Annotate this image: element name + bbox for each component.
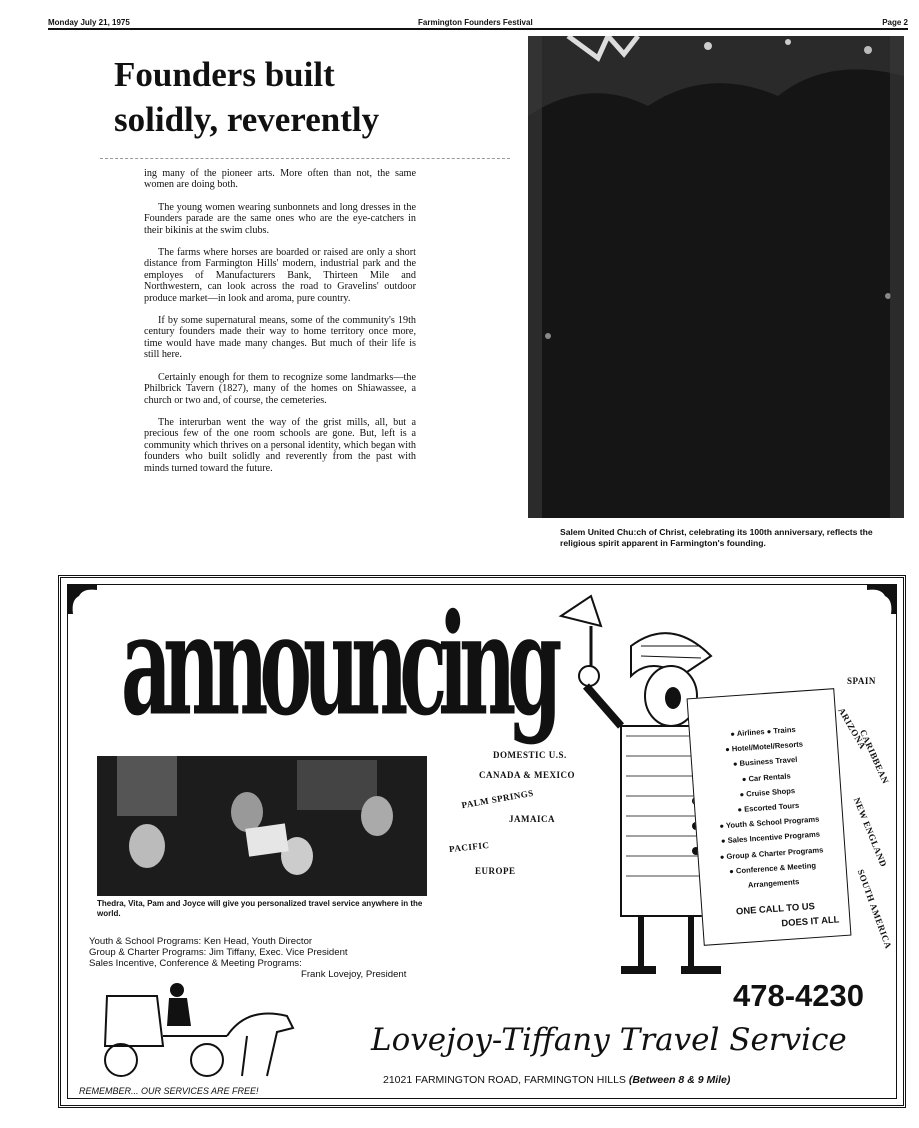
destination-label: CARIBBEAN [857,728,891,786]
brand-name: Lovejoy-Tiffany Travel Service [371,1022,847,1058]
staff-line: Youth & School Programs: Ken Head, Youth Director [89,936,313,947]
article-paragraph: Certainly enough for them to recognize some landmarks—the Philbrick Tavern (1827), many of the homes on Shiawassee, a church or two and, of course, the cemeteries. [144,371,416,406]
address-line [383,1074,730,1086]
staff-photo-image [97,756,427,896]
remember-note: REMEMBER... OUR SERVICES ARE FREE! [79,1086,259,1096]
article-body [144,168,416,485]
service-item: ● Youth & School Programs [719,814,820,831]
service-item: Arrangements [747,877,800,890]
destination-label: PACIFIC [448,839,490,855]
corner-ornament-icon [65,582,99,616]
staff-line: Sales Incentive, Conference & Meeting Programs: [89,958,302,969]
destination-label: DOMESTIC U.S. [493,750,567,760]
service-item: ● Conference & Meeting [728,860,817,876]
church-photo [528,36,904,518]
phone-number: 478-4230 [733,978,865,1013]
destination-label: JAMAICA [509,814,555,824]
destination-label: ARIZONA [836,706,869,751]
headline-line-1: Founders built [114,55,335,94]
service-item: ● Sales Incentive Programs [720,829,821,846]
service-item: ● Cruise Shops [739,785,796,799]
address: 21021 FARMINGTON ROAD, FARMINGTON HILLS [383,1074,626,1086]
article-paragraph: The farms where horses are boarded or raised are only a short distance from Farmington Hills' modern, industrial park and the employes of Manufacturers Bank, Thirteen Mile and Northwestern, can look across the road to Gravelins' outdoor produce market—in look and aroma, pure country. [144,247,416,304]
photo-texture [528,36,904,518]
article-paragraph: ing many of the pioneer arts. More often than not, the same women are doing both. [144,168,416,191]
services-sign [687,688,852,946]
staff-photo [97,756,427,896]
staff-list [89,936,406,980]
service-item: ● Business Travel [732,755,798,769]
article-paragraph: The interurban went the way of the grist mills, all, but a precious few of the one room schools are gone. But, left is a community which thrives on a personal identity, which began with founders who built solidly and reverently from the past with minds turned toward the future. [144,416,416,474]
headline-line-2: solidly, reverently [114,100,380,139]
call-line-1: ONE CALL TO US [735,900,816,917]
destination-label: PALM SPRINGS [460,787,535,811]
president-line: Frank Lovejoy, President [301,969,407,980]
address-note: (Between 8 & 9 Mile) [628,1074,731,1086]
service-item: ● Car Rentals [741,771,791,784]
divider [100,158,510,159]
article-paragraph: The young women wearing sunbonnets and long dresses in the Founders parade are the same ones who are the eye-catchers in their bikinis at the swim clubs. [144,201,416,236]
page-number: Page 2 [882,18,908,27]
destination-label: SOUTH AMERICA [855,868,894,951]
service-item: ● Airlines ● Trains [730,724,796,739]
article-paragraph: If by some supernatural means, some of the community's 19th century founders made their way to home territory once more, time would have made many changes. But much of their life is still here. [144,315,416,361]
service-item: ● Escorted Tours [737,800,800,815]
call-line-2: DOES IT ALL [781,913,840,929]
issue-date: Monday July 21, 1975 [48,18,130,27]
travel-advertisement [58,575,906,1108]
photo-caption: Salem United Chu:ch of Christ, celebrating its 100th anniversary, reflects the religious spirit apparent in Farmington's founding. [560,527,873,548]
staff-line: Group & Charter Programs: Jim Tiffany, Exec. Vice President [89,947,348,958]
service-item: ● Hotel/Motel/Resorts [724,739,804,755]
section-title: Farmington Founders Festival [418,18,533,27]
page-header [48,14,908,30]
service-item: ● Group & Charter Programs [719,844,824,862]
article-headline [114,52,379,142]
staff-photo-caption: Thedra, Vita, Pam and Joyce will give you personalized travel service anywhere in the world. [97,899,423,918]
destination-label: CANADA & MEXICO [479,770,575,780]
carriage-illustration [97,976,307,1080]
corner-ornament-icon [865,582,899,616]
destination-label: SPAIN [847,676,876,686]
ad-headline: announcing [121,582,554,747]
destination-label: EUROPE [475,866,516,876]
destination-label: NEW ENGLAND [851,796,889,869]
